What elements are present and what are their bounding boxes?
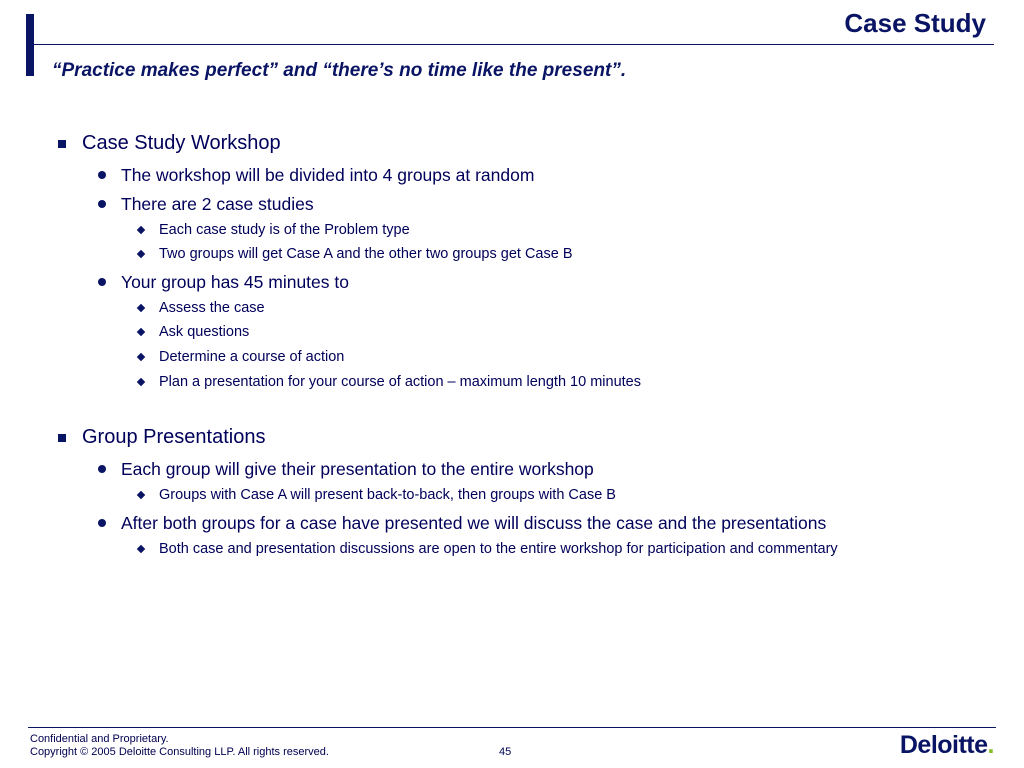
list-item: The workshop will be divided into 4 groups at random — [121, 165, 535, 185]
sub-list-item: Two groups will get Case A and the other two groups get Case B — [159, 246, 573, 262]
sub-list-item: Ask questions — [159, 324, 250, 340]
dot-bullet-icon — [98, 278, 106, 286]
square-bullet-icon — [58, 434, 66, 442]
sub-list-item: Plan a presentation for your course of action – maximum length 10 minutes — [159, 374, 641, 390]
sub-list-item: Assess the case — [159, 300, 265, 316]
diamond-bullet-icon — [137, 378, 145, 386]
list-item: There are 2 case studies — [121, 194, 314, 214]
list-item: After both groups for a case have presented we will discuss the case and the presentations — [121, 513, 827, 533]
footer-divider — [28, 727, 996, 728]
diamond-bullet-icon — [137, 250, 145, 258]
diamond-bullet-icon — [137, 328, 145, 336]
diamond-bullet-icon — [137, 304, 145, 312]
deloitte-logo — [900, 731, 994, 760]
copyright-notice: Copyright © 2005 Deloitte Consulting LLP. All rights reserved. — [30, 746, 329, 758]
page-number: 45 — [499, 746, 512, 758]
diamond-bullet-icon — [137, 226, 145, 234]
dot-bullet-icon — [98, 519, 106, 527]
logo-wordmark: Deloitte — [899, 731, 988, 759]
sub-list-item: Each case study is of the Problem type — [159, 222, 410, 238]
diamond-bullet-icon — [137, 545, 145, 553]
slide-title: Case Study — [844, 8, 986, 38]
sub-list-item: Both case and presentation discussions are open to the entire workshop for participation and commentary — [159, 541, 838, 557]
dot-bullet-icon — [98, 200, 106, 208]
sub-list-item: Groups with Case A will present back-to-back, then groups with Case B — [159, 487, 616, 503]
dot-bullet-icon — [98, 465, 106, 473]
confidential-notice: Confidential and Proprietary. — [30, 733, 169, 745]
section-heading: Group Presentations — [82, 426, 266, 448]
list-item: Your group has 45 minutes to — [121, 272, 349, 292]
logo-dot: . — [987, 731, 994, 759]
diamond-bullet-icon — [137, 491, 145, 499]
square-bullet-icon — [58, 140, 66, 148]
section-heading: Case Study Workshop — [82, 132, 281, 154]
slide-subtitle: “Practice makes perfect” and “there’s no time like the present”. — [52, 60, 627, 81]
sub-list-item: Determine a course of action — [159, 349, 345, 365]
list-item: Each group will give their presentation to the entire workshop — [121, 459, 594, 479]
dot-bullet-icon — [98, 171, 106, 179]
diamond-bullet-icon — [137, 353, 145, 361]
